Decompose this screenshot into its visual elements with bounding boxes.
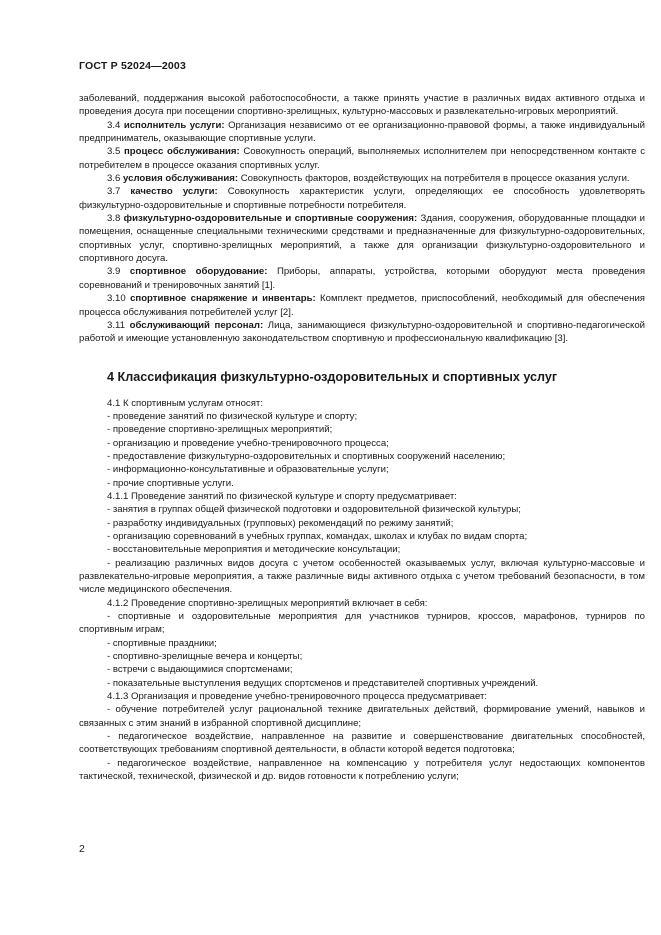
definition-term: обслуживающий персонал: (129, 319, 264, 331)
definition-text: Комплект предметов, приспособлений, необходимый для обеспечения процесса обслуживания потребителей услуг [2]. (79, 293, 645, 318)
definition-3-8 (79, 212, 645, 265)
list-item: - восстановительные мероприятия и методические консультации; (107, 544, 401, 556)
definition-3-11 (79, 319, 645, 346)
list-item: - спортивно-зрелищные вечера и концерты; (107, 651, 303, 663)
definition-3-5 (79, 145, 645, 172)
definition-number: 3.6 (107, 173, 121, 185)
list-item: - проведение спортивно-зрелищных мероприятий; (107, 424, 333, 436)
definition-term: процесс обслуживания: (124, 146, 240, 158)
definition-3-9 (79, 265, 645, 292)
section-heading: 4 Классификация физкультурно-оздоровительных и спортивных услуг (107, 369, 558, 384)
list-item: - организацию и проведение учебно-тренировочного процесса; (107, 437, 389, 449)
list-item: - спортивные и оздоровительные мероприятия для участников турниров, кроссов, марафонов, турниров по спортивным играм; (79, 611, 645, 636)
list-item: - информационно-консультативные и образовательные услуги; (107, 464, 389, 476)
list-item: - предоставление физкультурно-оздоровительных и спортивных сооружений населению; (107, 450, 506, 462)
list-item: - педагогическое воздействие, направленное на компенсацию у потребителя услуг недостающих компонентов тактической, технической, физической и др. видов готовности к потреблению услуги; (79, 757, 645, 783)
document-body (79, 92, 645, 784)
definition-number: 3.9 (107, 266, 121, 278)
definition-number: 3.5 (107, 146, 121, 158)
list-item: - разработку индивидуальных (групповых) рекомендаций по режиму занятий; (107, 517, 454, 529)
definition-number: 3.8 (107, 213, 121, 225)
definition-text: Лица, занимающиеся физкультурно-оздоровительной и спортивно-педагогической работой и имеющие установленную законодательством спортивную и профессиональную квалификацию [3]. (79, 319, 646, 345)
subsection-line: 4.1.3 Организация и проведение учебно-тренировочного процесса предусматривает: (107, 691, 488, 703)
definition-text: Организация независимо от ее организационно-правовой формы, а также индивидуальный предприниматель, оказывающие спортивные услуги. (79, 119, 645, 145)
continuation-paragraph: заболеваний, поддержания высокой работоспособности, а также принять участие в различных видах активного отдыха и проведения досуга при посещении спортивно-зрелищных, культурно-массовых и развлекательно-игровых мероприятий. (79, 93, 645, 118)
list-item: - встречи с выдающимися спортсменами; (107, 664, 293, 676)
list-item: - проведение занятий по физической культуре и спорту; (107, 410, 358, 422)
definition-number: 3.11 (107, 319, 125, 331)
definition-term: исполнитель услуги: (123, 119, 225, 131)
definition-term: спортивное снаряжение и инвентарь: (130, 293, 316, 305)
definition-text: Приборы, аппараты, устройства, которыми оборудуют места проведения соревнований и тренировочных занятий [1]. (79, 266, 646, 291)
list-item: - показательные выступления ведущих спортсменов и представителей спортивных учреждений. (107, 677, 539, 689)
definition-text: Здания, сооружения, оборудованные площадки и помещения, оснащенные специальными техническими средствами и предназначенные для физкультурно-оздоровительных, спортивных услуг, спортивно-зрелищных мероприятий, а также для организации физкультурно-оздоровительного и спортивного досуга. (79, 213, 645, 265)
list-item: - занятия в группах общей физической подготовки и оздоровительной физической культуры; (107, 504, 521, 516)
definition-3-10 (79, 292, 645, 319)
definition-3-4 (79, 119, 645, 146)
page-number: 2 (79, 843, 85, 855)
list-item: - педагогическое воздействие, направленное на развитие и совершенствование двигательных способностей, соответствующих требованиям спортивной деятельности, в области которой ведется подготовка; (79, 731, 645, 756)
list-item: - обучение потребителей услуг рациональной технике двигательных действий, формирование умений, навыков и связанных с этим знаний в избранной спортивной дисциплине; (79, 704, 645, 729)
definition-number: 3.4 (107, 119, 121, 131)
definition-3-7 (79, 185, 645, 212)
definition-number: 3.10 (107, 293, 126, 305)
section-line: 4.1 К спортивным услугам относят: (107, 397, 263, 409)
definition-text: Совокупность операций, выполняемых исполнителем при непосредственном контакте с потребителем в процессе оказания спортивных услуг. (79, 146, 645, 171)
definition-term: спортивное оборудование: (129, 266, 268, 278)
subsection-line: 4.1.2 Проведение спортивно-зрелищных мероприятий включает в себя: (107, 597, 428, 609)
list-item: - реализацию различных видов досуга с учетом особенностей оказываемых услуг, включая культурно-массовые и развлекательно-игровые мероприятия, а также различные виды активного отдыха с учетом требований безопасности, в том числе медицинского обеспечения. (79, 557, 645, 596)
definition-term: физкультурно-оздоровительные и спортивные сооружения: (123, 213, 418, 225)
document-header: ГОСТ Р 52024—2003 (79, 60, 187, 72)
definition-term: качество услуги: (130, 186, 218, 198)
definition-3-6 (79, 172, 645, 185)
list-item: - организацию соревнований в учебных группах, командах, школах и клубах по видам спорта; (107, 530, 528, 542)
definition-number: 3.7 (107, 186, 121, 198)
definition-text: Совокупность факторов, воздействующих на потребителя в процессе оказания услуги. (240, 173, 630, 185)
definition-term: условия обслуживания: (123, 173, 239, 185)
list-item: - прочие спортивные услуги. (107, 477, 234, 489)
subsection-line: 4.1.1 Проведение занятий по физической культуре и спорту предусматривает: (107, 490, 457, 502)
definition-text: Совокупность характеристик услуги, определяющих ее способность удовлетворять физкультурно-оздоровительные и спортивные потребности потребителя. (79, 186, 645, 211)
list-item: - спортивные праздники; (107, 637, 217, 649)
